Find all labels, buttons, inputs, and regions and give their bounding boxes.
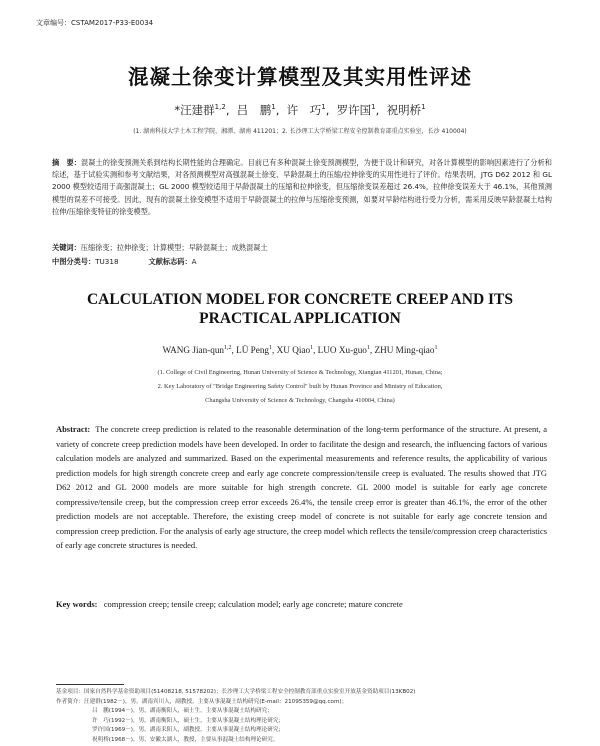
affiliation-line: Changsha University of Science & Technology, Changsha 410004, China) [205, 397, 395, 404]
author-name: LÜ Peng [236, 345, 270, 356]
author-name: 祝明桥 [386, 103, 422, 117]
english-keywords [56, 599, 547, 609]
affiliation-line: 2. Key Laboratory of "Bridge Engineering Safety Control" built by Hunan Province and Ministry of Education, [157, 383, 443, 390]
doc-code-label: 文献标志码： [148, 257, 192, 266]
keywords-label: Key words: [56, 599, 98, 609]
class-label: 中图分类号： [52, 257, 96, 266]
keywords-text: 压缩徐变；拉伸徐变；计算模型；早龄混凝土；成熟混凝土 [80, 243, 268, 252]
chinese-keywords [52, 243, 552, 253]
author-note: 许 巧(1992－)，男，湖南衡阳人，硕士生，主要从事混凝土结构理论研究； [92, 717, 285, 724]
english-title: CALCULATION MODEL FOR CONCRETE CREEP AND ITS PRACTICAL APPLICATION [86, 291, 514, 327]
author-affiliation-mark: 1 [421, 103, 426, 112]
footnotes [56, 688, 556, 746]
abstract-text: 混凝土的徐变预测关系到结构长期性能的合理确定。目前已有多种混凝土徐变预测模型，为便于设计和研究，对各计算模型的影响因素进行了分析和综述，基于试验实测和参考文献结果，对各预测模型对高强混凝土徐变、早龄混凝土的压缩/拉伸徐变的实用性进行了评价。结果表明，JTG D62 2012 和 GL 2000 模型较适用于高强混凝土；GL 2000 模型较适用于早龄混凝土的压缩和拉伸徐变，但压缩徐变误差超过 26.4%，拉伸徐变误差大于 46.1%，其他预测模型的误差不可接受。因此，现有的混凝土徐变模型不适用于早龄混凝土的拉伸与压缩徐变预测，如要对早龄结构进行受力分析，需采用反映早龄混凝土结构拉伸/压缩徐变特征的徐变模型。 [52, 158, 552, 216]
author-affiliation-mark: 1 [371, 103, 376, 112]
author-intro-label: 作者简介： [56, 698, 84, 705]
chinese-authors: *汪建群$^{1,2}$, 吕 鹏$^1$, 许 巧$^1$, 罗许国$^1$, 祝明桥$^1$ [174, 103, 426, 117]
author-affiliation-mark: 1 [271, 103, 276, 112]
classification-line [52, 257, 552, 267]
author-name: 罗许国 [336, 103, 372, 117]
author-note: 吕 鹏(1994－)，男，湖南衡阳人，硕士生，主要从事混凝土结构研究； [92, 708, 273, 715]
abstract-label: 摘 要： [52, 158, 81, 167]
chinese-affiliation: (1. 湖南科技大学土木工程学院，湘潭，湖南 411201；2. 长沙理工大学桥梁工程安全控制教育部重点实验室，长沙 410004) [133, 128, 467, 135]
abstract-label: Abstract: [56, 424, 91, 434]
author-affiliation-mark: 1,2 [224, 345, 232, 351]
doc-code-value: A [191, 257, 197, 266]
author-affiliation-mark: 1 [366, 345, 370, 351]
class-value: TU318 [95, 257, 119, 266]
article-number: 文章编号：CSTAM2017-P33-E0034 [36, 19, 154, 27]
author-name: XU Qiao [276, 345, 311, 356]
author-name: LUO Xu-guo [317, 345, 367, 356]
author-name: *汪建群 [174, 103, 215, 117]
author-name: ZHU Ming-qiao [374, 345, 435, 356]
author-name: 吕 鹏 [236, 103, 272, 117]
author-affiliation-mark: 1 [321, 103, 326, 112]
footnote-divider [56, 684, 124, 685]
author-note-text: 汪建群(1982－)，男，湖南宾川人，副教授，主要从事混凝土结构研究(E-mail：21095359@qq.com)； [83, 698, 348, 705]
affiliation-line: (1. College of Civil Engineering, Hunan University of Science & Technology, Xiangtan 411201, Hunan, China; [157, 369, 443, 376]
author-note: 罗许国(1969－)，男，湖南耒阳人，副教授，主要从事混凝土结构理论研究； [92, 727, 285, 734]
author-affiliation-mark: 1,2 [214, 103, 226, 112]
author-affiliation-mark: 1 [310, 345, 314, 351]
abstract-text: The concrete creep prediction is related to the reasonable determination of the long-term performance of the structure. At present, a variety of concrete creep prediction models have been developed. In order to facilitate the design and research, the influencing factors of various calculation models are analyzed and summarized. Based on the experimental measurements and reference results, the applicability of various prediction models for high strength concrete creep and early age concrete compression/tensile creep is evaluated. The results showed that JTG D62 2012 and GL 2000 models are more suitable for high strength concrete. GL 2000 model is suitable for early age concrete compressive/tensile creep, but the compression creep error exceeds 26.4%, the tensile creep error is greater than 46.1%, the error of the other prediction models are not acceptable. Therefore, the existing creep model of concrete is not suitable for early age concrete tension and compression creep prediction. For the analysis of early age structure, the creep model which reflects the tensile/compression creep characteristics of early age concrete structures is needed. [56, 424, 547, 550]
chinese-title: 混凝土徐变计算模型及其实用性评述 [128, 65, 472, 89]
chinese-abstract [52, 157, 552, 218]
author-affiliation-mark: 1 [434, 345, 438, 351]
author-affiliation-mark: 1 [269, 345, 273, 351]
keywords-text: compression creep; tensile creep; calculation model; early age concrete; mature concrete [103, 599, 403, 609]
author-note: 祝明桥(1968－)，男，安徽太湖人，教授，主要从事混凝土结构理论研究。 [92, 736, 279, 743]
fund-note: 基金项目：国家自然科学基金资助项目(51408218, 51578202)；长沙理工大学桥梁工程安全控制教育部重点实验室开放基金资助项目(13KB02) [56, 689, 416, 695]
english-affiliation [0, 366, 600, 408]
english-abstract [56, 422, 547, 553]
english-authors: WANG Jian-qun$^{1,2}$, LÜ Peng$^1$, XU Qiao$^1$, LUO Xu-guo$^1$, ZHU Ming-qiao$^1$ [162, 345, 438, 356]
author-note [56, 698, 556, 708]
keywords-label: 关键词： [52, 243, 81, 252]
author-name: WANG Jian-qun [162, 345, 225, 356]
author-name: 许 巧 [286, 103, 322, 117]
